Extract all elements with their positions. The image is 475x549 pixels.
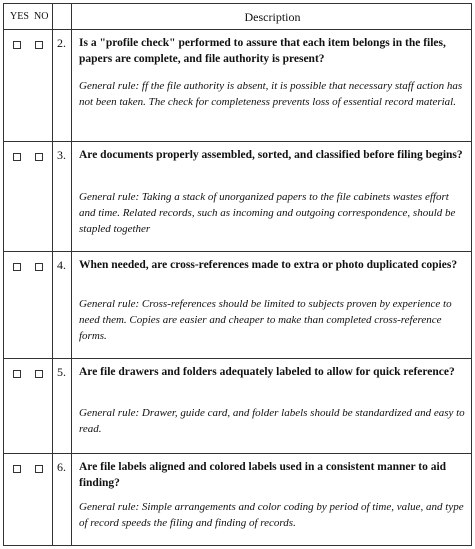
no-checkbox[interactable]	[35, 370, 43, 378]
item-number: 3.	[57, 148, 66, 162]
no-checkbox[interactable]	[35, 263, 43, 271]
item-number: 2.	[57, 36, 66, 50]
item-general-rule: General rule: ff the file authority is absent, it is possible that necessary staff action has not been taken. The check for completeness prevents loss of essential record material.	[79, 80, 463, 108]
checklist-item-6	[4, 454, 471, 547]
item-number: 4.	[57, 258, 66, 272]
item-general-rule: General rule: Taking a stack of unorganized papers to the file cabinets wastes effort and time. Related records, such as incoming and outgoing correspondence, should be stapled together	[79, 191, 456, 235]
item-general-rule: General rule: Drawer, guide card, and folder labels should be standardized and easy to read.	[79, 407, 465, 435]
yes-checkbox[interactable]	[13, 465, 21, 473]
item-general-rule: General rule: Simple arrangements and color coding by period of time, value, and type of record speeds the filing and finding of records.	[79, 501, 464, 529]
yes-checkbox[interactable]	[13, 263, 21, 271]
checklist-item-5	[4, 359, 471, 454]
table-header	[4, 4, 471, 30]
checklist-item-3	[4, 142, 471, 252]
item-number: 5.	[57, 365, 66, 379]
item-question: Is a "profile check" performed to assure that each item belongs in the files, papers are complete, and file authority is present?	[79, 37, 446, 65]
no-checkbox[interactable]	[35, 41, 43, 49]
yes-column-header: YES	[10, 11, 29, 22]
description-column-header: Description	[244, 10, 301, 24]
item-number: 6.	[57, 460, 66, 474]
item-question: Are file labels aligned and colored labels used in a consistent manner to aid finding?	[79, 461, 447, 489]
item-general-rule: General rule: Cross-references should be limited to subjects proven by experience to need them. Copies are easier and cheaper to make than completed cross-reference forms.	[79, 298, 452, 342]
checklist-item-2	[4, 30, 471, 142]
item-question: When needed, are cross-references made to extra or photo duplicated copies?	[79, 259, 458, 271]
no-checkbox[interactable]	[35, 465, 43, 473]
no-checkbox[interactable]	[35, 153, 43, 161]
yes-checkbox[interactable]	[13, 370, 21, 378]
item-question: Are documents properly assembled, sorted, and classified before filing begins?	[79, 149, 463, 161]
no-column-header: NO	[34, 11, 49, 22]
yes-checkbox[interactable]	[13, 153, 21, 161]
item-question: Are file drawers and folders adequately labeled to allow for quick reference?	[79, 366, 455, 378]
checklist-item-4	[4, 252, 471, 359]
yes-checkbox[interactable]	[13, 41, 21, 49]
checklist-table	[3, 3, 472, 546]
